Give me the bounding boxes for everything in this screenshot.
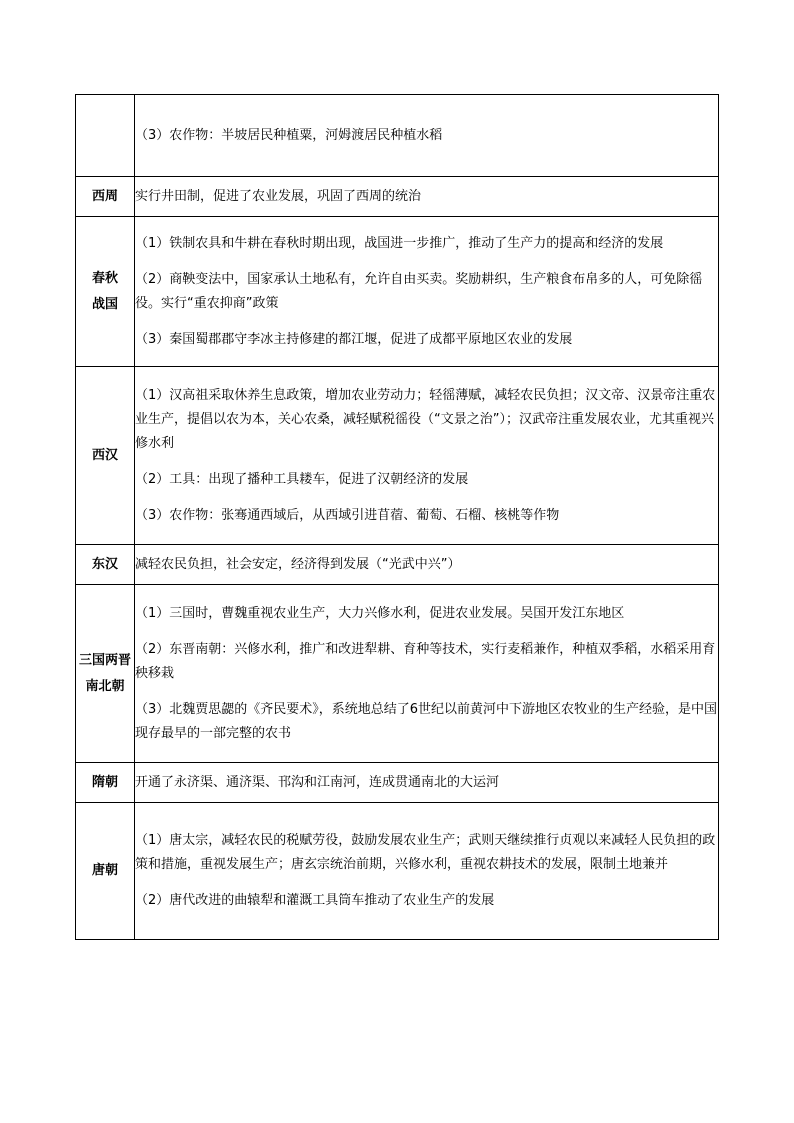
content-item: （2）唐代改进的曲辕犁和灌溉工具筒车推动了农业生产的发展 — [135, 893, 495, 908]
era-cell — [76, 177, 135, 217]
table-row — [76, 545, 719, 585]
content-item: （1）铁制农具和牛耕在春秋时期出现，战国进一步推广，推动了生产力的提高和经济的发展 — [135, 235, 664, 251]
content-item: （3）农作物：半坡居民种植粟，河姆渡居民种植水稻 — [135, 127, 443, 143]
content-item: （3）北魏贾思勰的《齐民要术》，系统地总结了6世纪以前黄河中下游地区农牧业的生产经验，是中国现存最早的一部完整的农书 — [135, 701, 718, 741]
table-row — [76, 585, 719, 763]
content-item: （1）唐太宗，减轻农民的税赋劳役，鼓励发展农业生产；武则天继续推行贞观以来减轻人民负担的政策和措施，重视发展生产；唐玄宗统治前期，兴修水利，重视农耕技术的发展，限制土地兼并 — [135, 833, 716, 872]
era-label: 西周 — [91, 188, 118, 204]
content-item: 开通了永济渠、通济渠、邗沟和江南河，连成贯通南北的大运河 — [135, 774, 500, 790]
era-label: 南北朝 — [85, 678, 125, 694]
era-label: 西汉 — [91, 447, 118, 463]
content-item: （2）商鞅变法中，国家承认土地私有，允许自由买卖。奖励耕织，生产粮食布帛多的人，可免除徭役。实行“重农抑商”政策 — [135, 271, 703, 311]
era-cell — [76, 367, 135, 545]
table-row — [76, 803, 719, 940]
table-row — [76, 763, 719, 803]
content-item: （2）东晋南朝：兴修水利，推广和改进犁耕、育种等技术，实行麦稻兼作，种植双季稻，水稻采用育秧移栽 — [135, 641, 716, 681]
content-item: 实行井田制，促进了农业发展，巩固了西周的统治 — [135, 188, 422, 204]
content-cell — [135, 803, 719, 940]
content-item: （3）农作物：张骞通西域后，从西域引进苜蓿、葡萄、石榴、核桃等作物 — [135, 507, 560, 523]
era-cell — [76, 585, 135, 763]
table-row — [76, 177, 719, 217]
content-cell — [135, 217, 719, 367]
content-cell — [135, 177, 719, 217]
era-label: 春秋 — [91, 270, 118, 286]
content-cell — [135, 545, 719, 585]
content-item: （2）工具：出现了播种工具耧车，促进了汉朝经济的发展 — [135, 471, 469, 487]
era-label: 战国 — [91, 296, 118, 312]
content-item: （1）汉高祖采取休养生息政策，增加农业劳动力；轻徭薄赋，减轻农民负担；汉文帝、汉景帝注重农业生产，提倡以农为本，关心农桑，减轻赋税徭役（“文景之治”）；汉武帝注重发展农业，尤其重视兴修水利 — [135, 387, 716, 451]
era-label: 东汉 — [91, 556, 118, 572]
content-cell — [135, 95, 719, 177]
era-label: 三国两晋 — [78, 652, 131, 668]
table-row — [76, 95, 719, 177]
content-cell — [135, 367, 719, 545]
content-cell — [135, 763, 719, 803]
era-cell — [76, 763, 135, 803]
era-label: 唐朝 — [91, 863, 118, 878]
content-item: （3）秦国蜀郡郡守李冰主持修建的都江堰，促进了成都平原地区农业的发展 — [135, 331, 573, 347]
era-cell — [76, 803, 135, 940]
era-label: 隋朝 — [91, 774, 118, 790]
table-row — [76, 217, 719, 367]
era-cell — [76, 95, 135, 177]
content-cell — [135, 585, 719, 763]
content-item: 减轻农民负担，社会安定，经济得到发展（“光武中兴”） — [135, 556, 461, 572]
era-cell — [76, 217, 135, 367]
content-item: （1）三国时，曹魏重视农业生产，大力兴修水利，促进农业发展。吴国开发江东地区 — [135, 605, 625, 621]
agriculture-history-table — [75, 94, 719, 940]
table-row — [76, 367, 719, 545]
era-cell — [76, 545, 135, 585]
